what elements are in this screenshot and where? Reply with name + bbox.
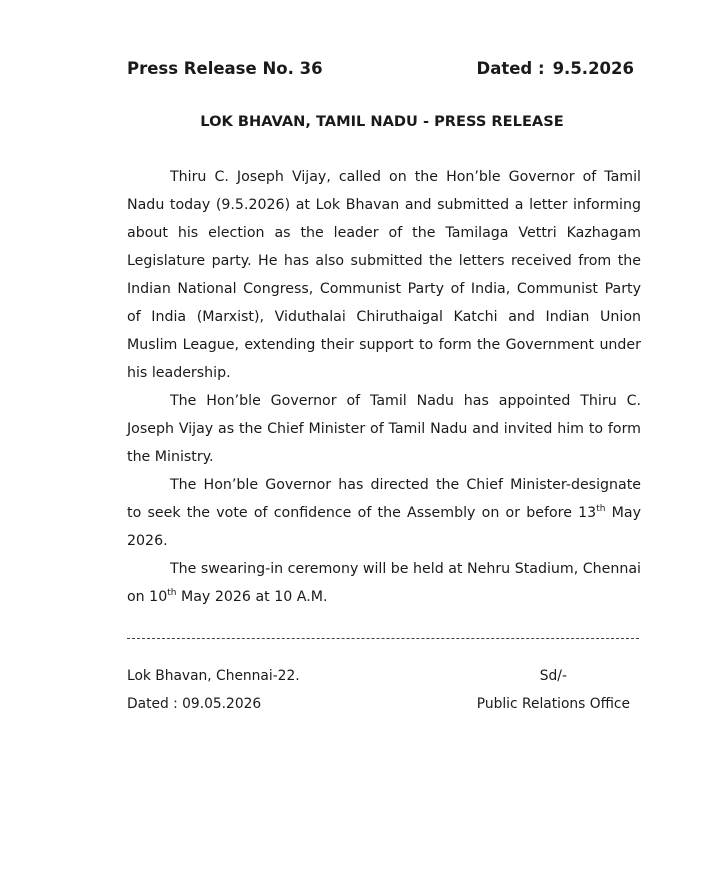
paragraph-4-text-end: May 2026 at 10 A.M. bbox=[176, 589, 328, 605]
header-row bbox=[127, 59, 637, 83]
dated-value: 9.5.2026 bbox=[552, 59, 634, 78]
press-release-number: Press Release No. 36 bbox=[127, 59, 323, 78]
paragraph-1: Thiru C. Joseph Vijay, called on the Hon’ble Governor of Tamil Nadu today (9.5.2026) at Lok Bhavan and submitted a letter informing about his election as the leader of the Tamilaga Vettri Kazhagam Legislature party. He has also submitted the letters received from the Indian National Congress, Communist Party of India, Communist Party of India (Marxist), Viduthalai Chiruthaigal Katchi and Indian Union Muslim League, extending their support to form the Government under his leadership. bbox=[127, 169, 641, 381]
paragraph-3-text: The Hon’ble Governor has directed the Chief Minister-designate to seek the vote of confidence of the Assembly on or before 13 bbox=[127, 477, 641, 521]
paragraph-4 bbox=[127, 555, 641, 611]
footer-right bbox=[477, 662, 630, 718]
footer-left bbox=[127, 662, 300, 718]
paragraph-4-text: The swearing-in ceremony will be held at Nehru Stadium, Chennai on 10 bbox=[127, 561, 641, 605]
paragraph-3 bbox=[127, 471, 641, 555]
release-date bbox=[477, 59, 634, 78]
footer-place: Lok Bhavan, Chennai-22. bbox=[127, 668, 300, 684]
paragraph-3-text-end: May 2026. bbox=[127, 505, 642, 549]
issuing-office: Public Relations Office bbox=[476, 696, 630, 712]
ordinal-suffix: th bbox=[596, 504, 606, 514]
dated-label: Dated : bbox=[476, 59, 545, 78]
footer-dated: Dated : 09.05.2026 bbox=[127, 696, 262, 712]
paragraph-2: The Hon’ble Governor of Tamil Nadu has appointed Thiru C. Joseph Vijay as the Chief Minister of Tamil Nadu and invited him to form the Ministry. bbox=[127, 393, 641, 465]
document-title: LOK BHAVAN, TAMIL NADU - PRESS RELEASE bbox=[200, 113, 564, 130]
ordinal-suffix: th bbox=[167, 588, 177, 598]
press-release-body bbox=[127, 163, 641, 611]
signature: Sd/- bbox=[539, 668, 567, 684]
dashed-divider bbox=[127, 638, 639, 639]
